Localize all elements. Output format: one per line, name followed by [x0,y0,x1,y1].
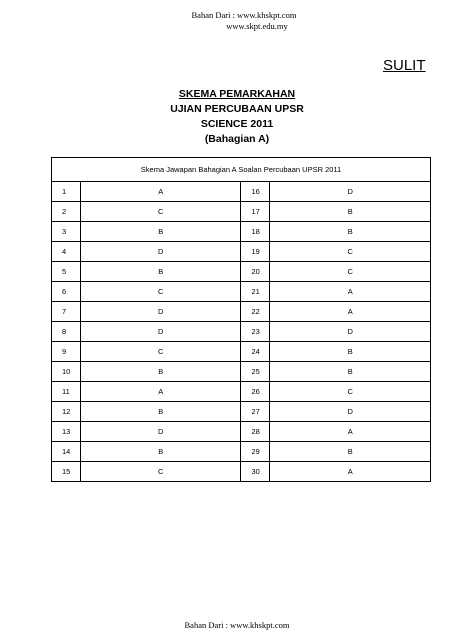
answer-cell: D [270,322,431,342]
question-number-cell: 4 [52,242,81,262]
question-number-cell: 24 [241,342,270,362]
source-header-line: Bahan Dari : www.khskpt.com [191,10,297,20]
table-row [52,462,431,482]
question-number-cell: 21 [241,282,270,302]
answer-cell: B [80,362,241,382]
question-number-cell: 1 [52,182,81,202]
question-number-cell: 2 [52,202,81,222]
answer-cell: C [270,262,431,282]
question-number-cell: 27 [241,402,270,422]
answer-cell: B [80,402,241,422]
answer-cell: C [270,382,431,402]
answer-scheme-table [51,157,431,482]
answer-cell: D [80,422,241,442]
source-header [0,10,474,32]
table-row [52,242,431,262]
question-number-cell: 23 [241,322,270,342]
question-number-cell: 8 [52,322,81,342]
question-number-cell: 5 [52,262,81,282]
answer-cell: C [80,342,241,362]
answer-cell: B [270,222,431,242]
table-row [52,342,431,362]
answer-cell: A [270,302,431,322]
document-title: SKEMA PEMARKAHAN [178,88,296,100]
question-number-cell: 22 [241,302,270,322]
question-number-cell: 6 [52,282,81,302]
exam-name: UJIAN PERCUBAAN UPSR [170,103,304,115]
answer-cell: A [270,282,431,302]
answer-cell: A [270,462,431,482]
source-footer [0,620,474,630]
source-header-line: www.skpt.edu.my [226,21,288,31]
table-row [52,322,431,342]
table-row [52,402,431,422]
question-number-cell: 9 [52,342,81,362]
table-row [52,382,431,402]
answer-cell: B [80,222,241,242]
answer-cell: D [270,182,431,202]
question-number-cell: 18 [241,222,270,242]
answer-cell: C [80,202,241,222]
table-row [52,282,431,302]
answer-cell: B [80,442,241,462]
table-caption: Skema Jawapan Bahagian A Soalan Percubaan UPSR 2011 [52,158,431,182]
question-number-cell: 16 [241,182,270,202]
answer-cell: D [80,322,241,342]
table-row [52,262,431,282]
answer-cell: B [270,202,431,222]
answer-cell: A [80,182,241,202]
table-row [52,442,431,462]
answer-cell: C [270,242,431,262]
table-row [52,422,431,442]
table-row [52,222,431,242]
question-number-cell: 10 [52,362,81,382]
table-row [52,302,431,322]
question-number-cell: 7 [52,302,81,322]
question-number-cell: 29 [241,442,270,462]
section-name: (Bahagian A) [204,133,270,145]
source-footer-line: Bahan Dari : www.khskpt.com [184,620,290,630]
title-block [0,87,474,147]
question-number-cell: 19 [241,242,270,262]
answer-cell: B [270,342,431,362]
table-row [52,362,431,382]
answer-cell: B [270,362,431,382]
classification-label: SULIT [383,57,426,74]
answer-cell: D [80,302,241,322]
question-number-cell: 20 [241,262,270,282]
question-number-cell: 25 [241,362,270,382]
table-row [52,182,431,202]
question-number-cell: 13 [52,422,81,442]
subject-year: SCIENCE 2011 [200,118,274,130]
answer-cell: D [270,402,431,422]
question-number-cell: 26 [241,382,270,402]
answer-cell: C [80,462,241,482]
question-number-cell: 12 [52,402,81,422]
question-number-cell: 11 [52,382,81,402]
answer-cell: A [80,382,241,402]
question-number-cell: 28 [241,422,270,442]
answer-cell: C [80,282,241,302]
answer-cell: D [80,242,241,262]
question-number-cell: 3 [52,222,81,242]
question-number-cell: 17 [241,202,270,222]
question-number-cell: 15 [52,462,81,482]
answer-cell: A [270,422,431,442]
table-row [52,202,431,222]
question-number-cell: 14 [52,442,81,462]
table-caption-row [52,158,431,182]
answer-cell: B [80,262,241,282]
question-number-cell: 30 [241,462,270,482]
answer-cell: B [270,442,431,462]
